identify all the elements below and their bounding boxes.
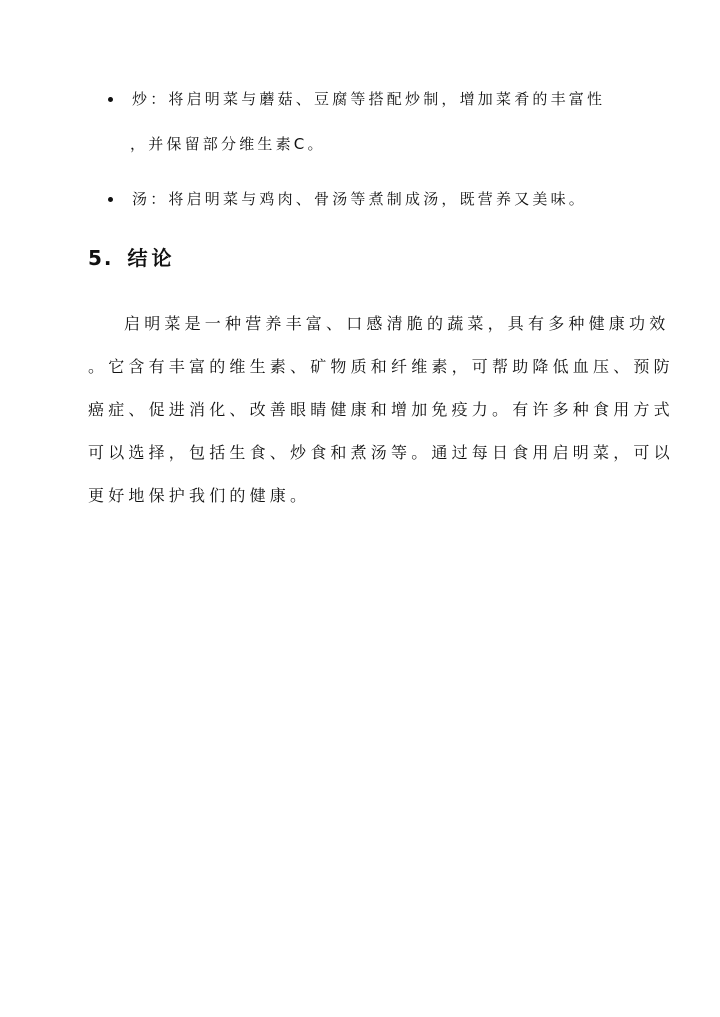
bullet-dot [108,97,113,102]
paragraph-line: 更好地保护我们的健康。 [88,486,311,505]
section-title: 结论 [127,246,176,270]
bullet-text-line: 炒：将启明菜与蘑菇、豆腐等搭配炒制，增加菜肴的丰富性 [132,90,606,108]
paragraph-line: 可以选择，包括生食、炒食和煮汤等。通过每日食用启明菜，可以 [88,443,674,462]
paragraph-line: 启明菜是一种营养丰富、口感清脆的蔬菜，具有多种健康功效 [124,314,670,333]
bullet-text-line: ，并保留部分维生素C。 [130,135,326,153]
paragraph-line: 。它含有丰富的维生素、矿物质和纤维素，可帮助降低血压、预防 [88,357,674,376]
bullet-text-line: 汤：将启明菜与鸡肉、骨汤等煮制成汤，既营养又美味。 [132,190,588,208]
bullet-dot [108,197,113,202]
section-heading [88,244,176,272]
paragraph-line: 癌症、促进消化、改善眼睛健康和增加免疫力。有许多种食用方式 [88,400,674,419]
section-number: 5. [88,246,114,270]
